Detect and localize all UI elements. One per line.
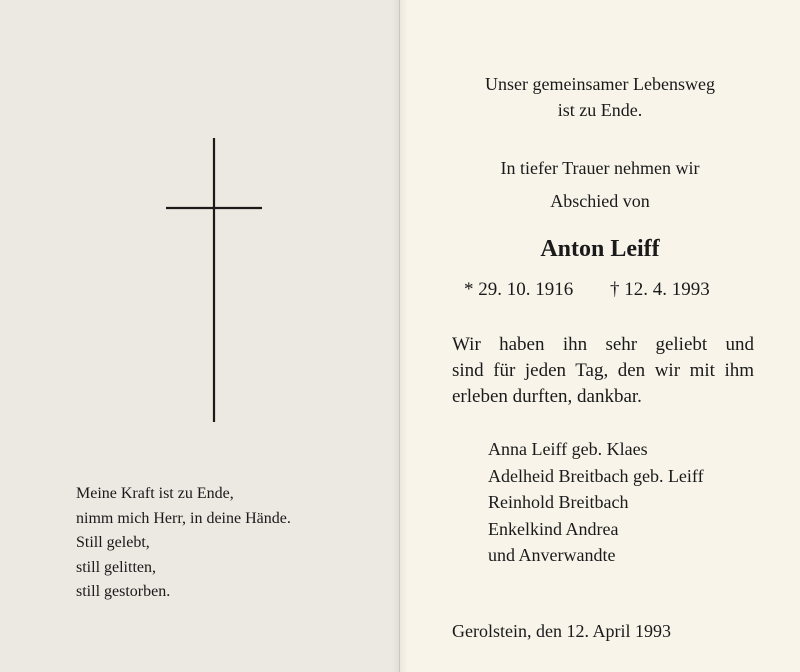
mourners-list <box>488 436 704 569</box>
tribute-line: erleben durften, dankbar. <box>452 386 642 407</box>
poem-line: Still gelebt, <box>76 534 150 551</box>
mourner: Reinhold Breitbach <box>488 492 629 512</box>
mourner: Anna Leiff geb. Klaes <box>488 439 648 459</box>
place-date: Gerolstein, den 12. April 1993 <box>452 621 671 641</box>
life-dates <box>464 279 710 301</box>
poem <box>76 482 291 605</box>
mourner: Enkelkind Andrea <box>488 518 619 539</box>
death-date: † 12. 4. 1993 <box>610 279 710 300</box>
poem-line: still gelitten, <box>76 558 156 576</box>
mourner: und Anverwandte <box>488 545 616 565</box>
mourner: Adelheid Breitbach geb. Leiff <box>488 465 704 486</box>
intro-line: ist zu Ende. <box>557 100 643 120</box>
intro-line: Unser gemeinsamer Lebensweg <box>485 74 715 94</box>
tribute-text <box>452 332 754 410</box>
intro-line: Abschied von <box>550 191 650 211</box>
poem-line: Meine Kraft ist zu Ende, <box>76 485 234 502</box>
tribute-line: sind für jeden Tag, den wir mit ihm <box>452 360 754 381</box>
tribute-line: Wir haben ihn sehr geliebt und <box>452 334 754 355</box>
intro-line: In tiefer Trauer nehmen wir <box>500 158 700 178</box>
deceased-name: Anton Leiff <box>540 236 660 262</box>
poem-line: nimm mich Herr, in deine Hände. <box>76 509 291 527</box>
cross-icon <box>166 138 262 422</box>
birth-date: * 29. 10. 1916 <box>464 279 574 300</box>
poem-line: still gestorben. <box>76 583 171 600</box>
